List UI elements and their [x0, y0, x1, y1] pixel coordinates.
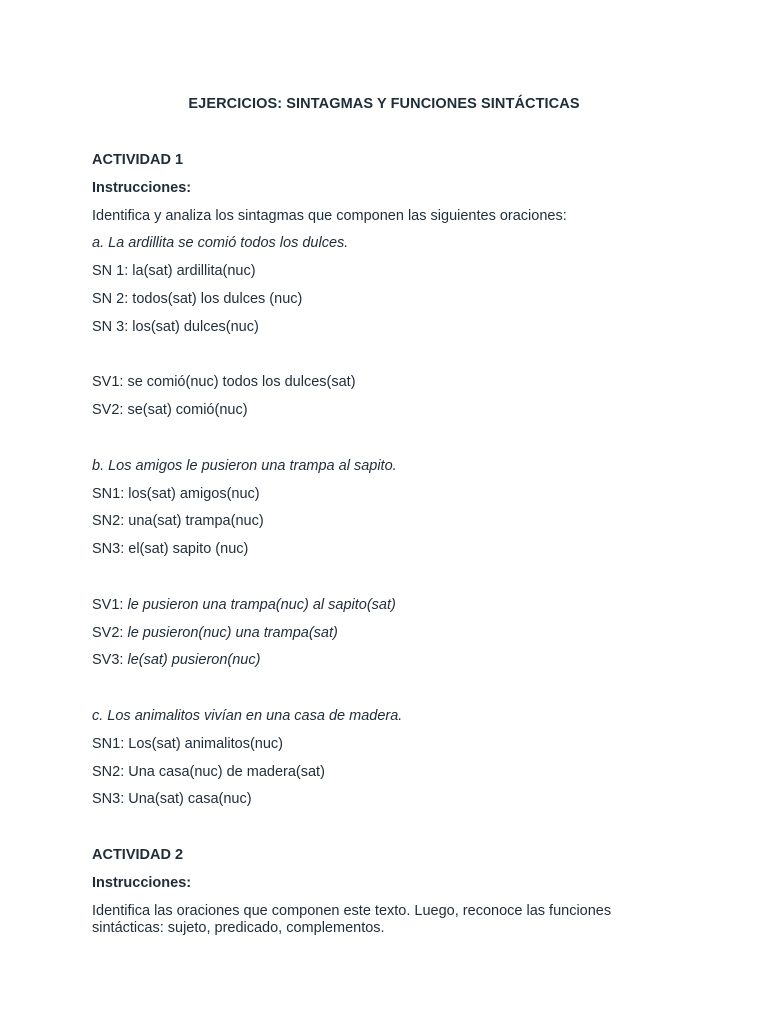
activity-1-heading: ACTIVIDAD 1 [92, 152, 184, 168]
sentence-a-sn2: SN 2: todos(sat) los dulces (nuc) [92, 290, 303, 307]
sv2-prefix: SV2: [92, 624, 128, 641]
sentence-b-sn1: SN1: los(sat) amigos(nuc) [92, 485, 260, 502]
sentence-c: c. Los animalitos vivían en una casa de madera. [92, 707, 403, 724]
activity-2-heading: ACTIVIDAD 2 [92, 846, 184, 863]
sentence-a: a. La ardillita se comió todos los dulces. [92, 235, 349, 252]
sentence-b-sn2: SN2: una(sat) trampa(nuc) [92, 513, 264, 530]
sentence-b-sn3: SN3: el(sat) sapito (nuc) [92, 541, 249, 558]
spacer [92, 347, 672, 375]
sentence-a-sv1: SV1: se comió(nuc) todos los dulces(sat) [92, 374, 356, 391]
sentence-a-sv2: SV2: se(sat) comió(nuc) [92, 402, 248, 419]
document-title: EJERCICIOS: SINTAGMAS Y FUNCIONES SINTÁCTICAS [188, 96, 580, 112]
sv1-prefix: SV1: [92, 596, 128, 613]
spacer [92, 430, 672, 458]
sentence-c-sn2: SN2: Una casa(nuc) de madera(sat) [92, 763, 325, 780]
activity-2-instructions-text: Identifica las oraciones que componen este texto. Luego, reconoce las funciones sintácticas: sujeto, predicado, complementos. [92, 902, 612, 936]
sentence-c-sn3: SN3: Una(sat) casa(nuc) [92, 791, 252, 808]
spacer [92, 569, 672, 597]
sv1-analysis: le pusieron una trampa(nuc) al sapito(sat) [127, 596, 396, 613]
sv2-analysis: le pusieron(nuc) una trampa(sat) [127, 624, 338, 641]
sv3-prefix: SV3: [92, 652, 128, 669]
sentence-b-sv2 [92, 625, 672, 642]
document-body [92, 152, 672, 937]
activity-1-instructions-text: Identifica y analiza los sintagmas que componen las siguientes oraciones: [92, 207, 567, 224]
sv3-analysis: le(sat) pusieron(nuc) [127, 652, 261, 669]
sentence-c-sn1: SN1: Los(sat) animalitos(nuc) [92, 735, 283, 752]
sentence-b: b. Los amigos le pusieron una trampa al sapito. [92, 457, 397, 474]
activity-1-instructions-label: Instrucciones: [92, 179, 192, 196]
spacer [92, 819, 672, 847]
sentence-a-sn3: SN 3: los(sat) dulces(nuc) [92, 318, 259, 335]
sentence-a-sn1: SN 1: la(sat) ardillita(nuc) [92, 263, 256, 280]
activity-2-instructions-label: Instrucciones: [92, 874, 192, 891]
sentence-b-sv1 [92, 597, 672, 614]
sentence-b-sv3 [92, 652, 672, 669]
spacer [92, 680, 672, 708]
